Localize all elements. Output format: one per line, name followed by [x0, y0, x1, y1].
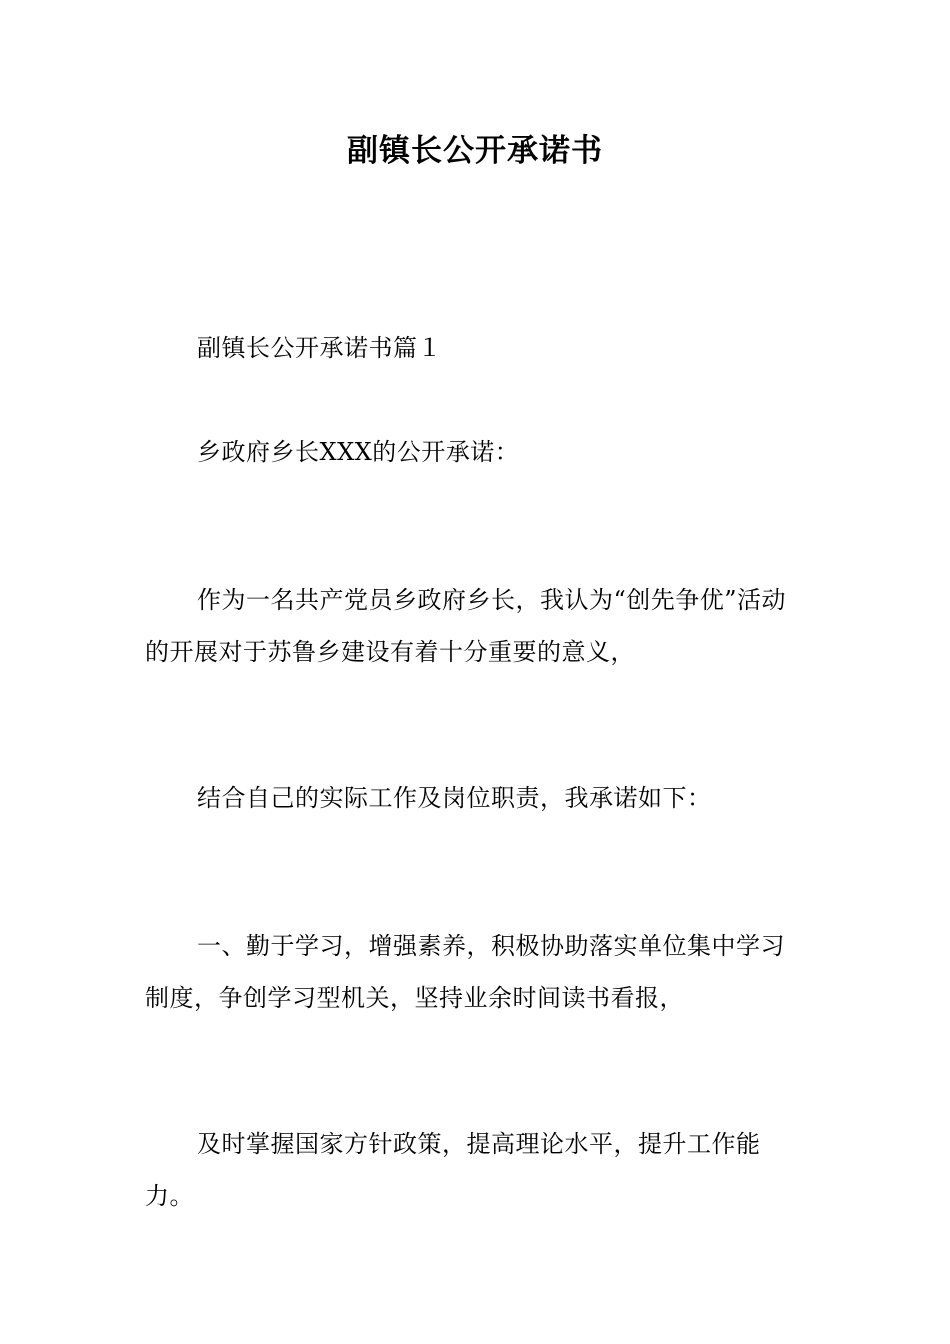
paragraph-commitment-1-cont: 及时掌握国家方针政策，提高理论水平，提升工作能力。	[145, 1130, 761, 1210]
paragraph-commitment-1: 一、勤于学习，增强素养，积极协助落实单位集中学习制度，争创学习型机关，坚持业余时间读书看报，	[145, 932, 785, 1012]
paragraph-intro: 作为一名共产党员乡政府乡长，我认为“创先争优”活动的开展对于苏鲁乡建设有着十分重要的意义，	[145, 586, 787, 666]
paragraph-commitment-lead: 结合自己的实际工作及岗位职责，我承诺如下：	[197, 784, 712, 812]
document-title: 副镇长公开承诺书	[347, 133, 603, 169]
section-heading: 副镇长公开承诺书篇１	[197, 334, 442, 362]
paragraph-salutation: 乡政府乡长XXX的公开承诺：	[197, 438, 520, 466]
